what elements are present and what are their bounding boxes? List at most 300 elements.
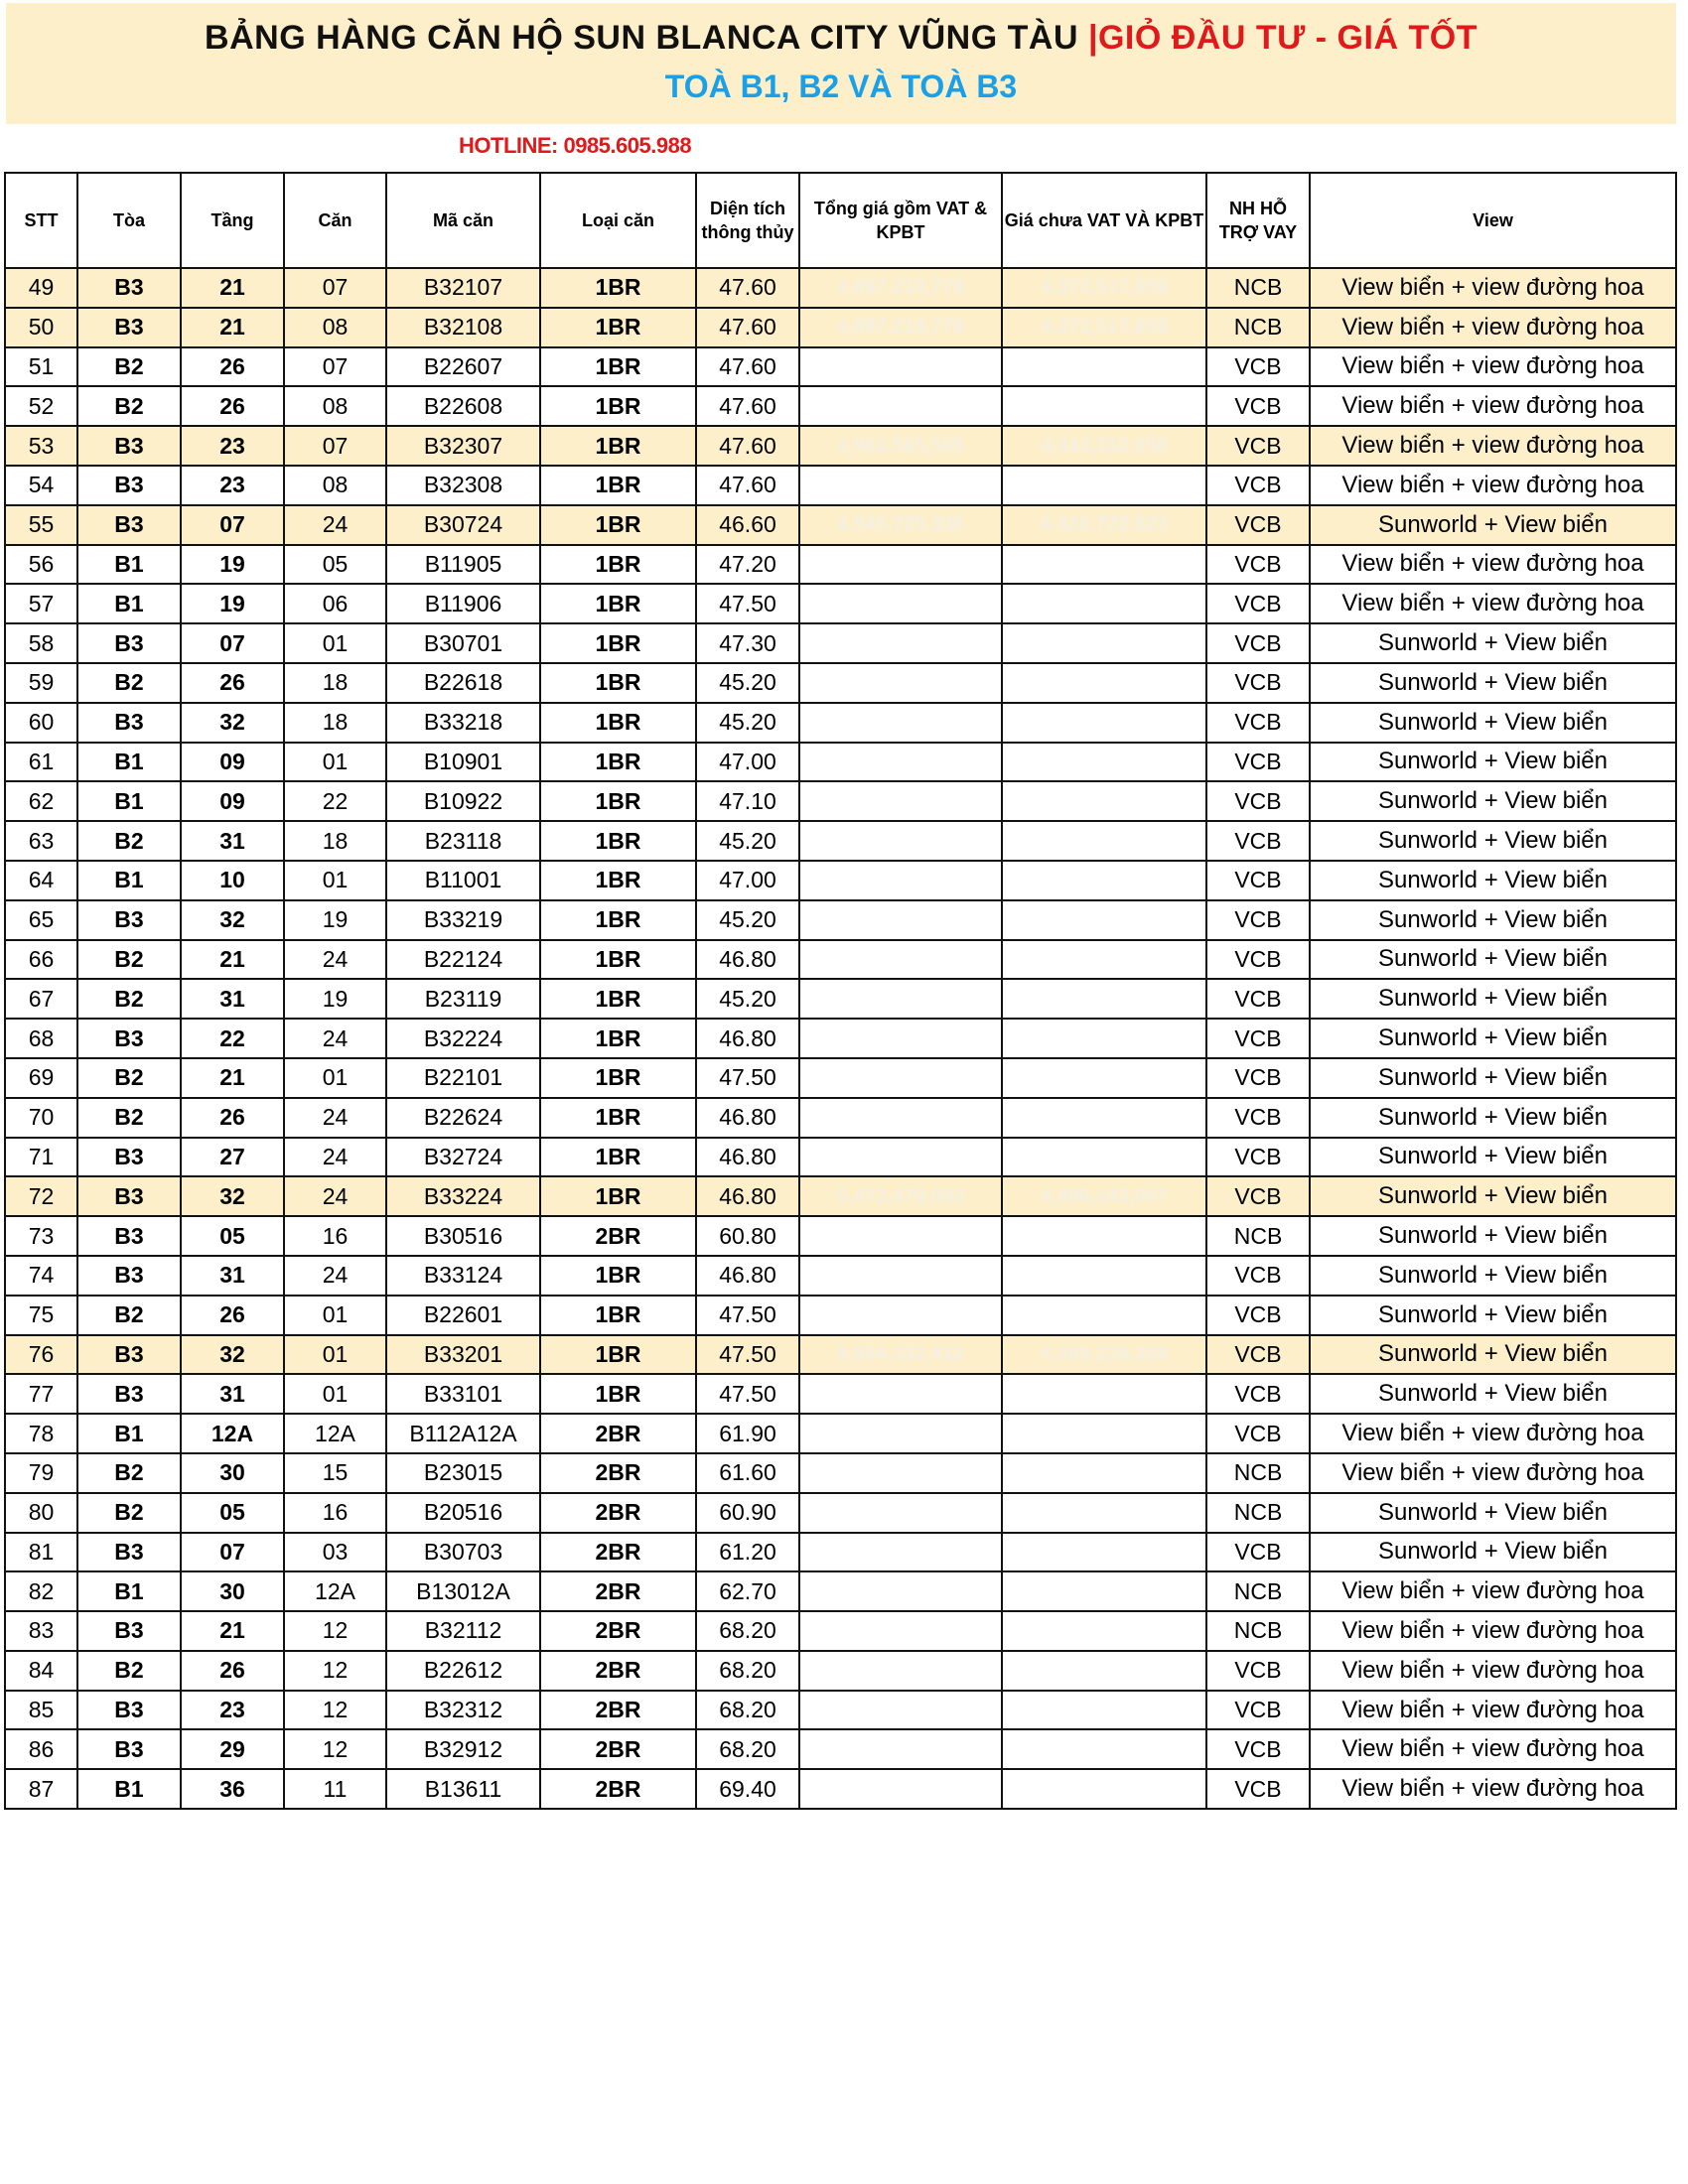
- view-cell: Sunworld + View biển: [1310, 1216, 1676, 1256]
- dien-tich-cell: 45.20: [696, 821, 799, 861]
- gia-chua-vat-cell: [1002, 861, 1206, 900]
- ma-can-cell: B32307: [386, 426, 540, 466]
- tang-cell: 05: [181, 1216, 284, 1256]
- stt-cell: 68: [5, 1019, 77, 1058]
- gia-chua-vat-cell: [1002, 1691, 1206, 1730]
- tang-cell: 21: [181, 1058, 284, 1098]
- tang-cell: 23: [181, 426, 284, 466]
- stt-cell: 59: [5, 663, 77, 703]
- view-cell: Sunworld + View biển: [1310, 940, 1676, 980]
- stt-cell: 53: [5, 426, 77, 466]
- can-cell: 01: [284, 861, 386, 900]
- gia-chua-vat-cell: [1002, 347, 1206, 387]
- tang-cell: 36: [181, 1769, 284, 1809]
- view-cell: View biển + view đường hoa: [1310, 1453, 1676, 1493]
- ngan-hang-cell: VCB: [1206, 1651, 1310, 1691]
- tang-cell: 09: [181, 781, 284, 821]
- toa-cell: B3: [77, 623, 181, 663]
- toa-cell: B2: [77, 1493, 181, 1533]
- stt-cell: 71: [5, 1138, 77, 1177]
- table-row: [5, 1493, 1676, 1533]
- loai-can-cell: 1BR: [540, 308, 696, 347]
- tong-gia-cell: [799, 1216, 1002, 1256]
- table-row: [5, 1611, 1676, 1651]
- tang-cell: 12A: [181, 1414, 284, 1453]
- ngan-hang-cell: VCB: [1206, 1335, 1310, 1375]
- dien-tich-cell: 46.80: [696, 1256, 799, 1296]
- tang-cell: 30: [181, 1571, 284, 1611]
- ma-can-cell: B32724: [386, 1138, 540, 1177]
- tong-gia-cell: [799, 1651, 1002, 1691]
- toa-cell: B2: [77, 1651, 181, 1691]
- dien-tich-cell: 47.30: [696, 623, 799, 663]
- gia-chua-vat-cell: 4,886,142,047: [1002, 1176, 1206, 1216]
- column-header-ma-can: Mã căn: [386, 173, 540, 268]
- can-cell: 01: [284, 1374, 386, 1414]
- loai-can-cell: 1BR: [540, 1374, 696, 1414]
- tong-gia-cell: [799, 347, 1002, 387]
- loai-can-cell: 1BR: [540, 940, 696, 980]
- tong-gia-cell: [799, 1414, 1002, 1453]
- stt-cell: 55: [5, 505, 77, 545]
- ngan-hang-cell: VCB: [1206, 1691, 1310, 1730]
- toa-cell: B3: [77, 466, 181, 505]
- view-cell: Sunworld + View biển: [1310, 861, 1676, 900]
- loai-can-cell: 1BR: [540, 979, 696, 1019]
- table-row: [5, 1769, 1676, 1809]
- can-cell: 12A: [284, 1571, 386, 1611]
- can-cell: 06: [284, 584, 386, 623]
- tang-cell: 31: [181, 979, 284, 1019]
- table-row: [5, 1414, 1676, 1453]
- table-row: [5, 1256, 1676, 1296]
- loai-can-cell: 1BR: [540, 1098, 696, 1138]
- toa-cell: B1: [77, 861, 181, 900]
- gia-chua-vat-cell: [1002, 1296, 1206, 1335]
- loai-can-cell: 1BR: [540, 386, 696, 426]
- gia-chua-vat-cell: [1002, 781, 1206, 821]
- ngan-hang-cell: NCB: [1206, 308, 1310, 347]
- tang-cell: 09: [181, 743, 284, 782]
- dien-tich-cell: 47.50: [696, 1296, 799, 1335]
- can-cell: 19: [284, 979, 386, 1019]
- stt-cell: 83: [5, 1611, 77, 1651]
- toa-cell: B3: [77, 1533, 181, 1572]
- tong-gia-cell: [799, 1256, 1002, 1296]
- ma-can-cell: B10922: [386, 781, 540, 821]
- loai-can-cell: 2BR: [540, 1453, 696, 1493]
- can-cell: 01: [284, 1296, 386, 1335]
- view-cell: Sunworld + View biển: [1310, 900, 1676, 940]
- gia-chua-vat-cell: [1002, 1611, 1206, 1651]
- ma-can-cell: B32107: [386, 268, 540, 308]
- stt-cell: 76: [5, 1335, 77, 1375]
- table-row: [5, 900, 1676, 940]
- table-header-row: [5, 173, 1676, 268]
- toa-cell: B3: [77, 268, 181, 308]
- toa-cell: B3: [77, 426, 181, 466]
- ngan-hang-cell: VCB: [1206, 1769, 1310, 1809]
- stt-cell: 56: [5, 545, 77, 585]
- ma-can-cell: B30703: [386, 1533, 540, 1572]
- column-header-loai-can: Loại căn: [540, 173, 696, 268]
- stt-cell: 87: [5, 1769, 77, 1809]
- table-row: [5, 1098, 1676, 1138]
- ma-can-cell: B32308: [386, 466, 540, 505]
- view-cell: View biển + view đường hoa: [1310, 347, 1676, 387]
- ngan-hang-cell: VCB: [1206, 743, 1310, 782]
- view-cell: View biển + view đường hoa: [1310, 1769, 1676, 1809]
- ngan-hang-cell: VCB: [1206, 426, 1310, 466]
- tang-cell: 31: [181, 821, 284, 861]
- ngan-hang-cell: VCB: [1206, 1176, 1310, 1216]
- loai-can-cell: 1BR: [540, 545, 696, 585]
- stt-cell: 63: [5, 821, 77, 861]
- loai-can-cell: 1BR: [540, 900, 696, 940]
- table-row: [5, 1729, 1676, 1769]
- can-cell: 24: [284, 1176, 386, 1216]
- dien-tich-cell: 69.40: [696, 1769, 799, 1809]
- tong-gia-cell: 4,897,219,778: [799, 308, 1002, 347]
- tong-gia-cell: [799, 1138, 1002, 1177]
- view-cell: View biển + view đường hoa: [1310, 1691, 1676, 1730]
- dien-tich-cell: 68.20: [696, 1651, 799, 1691]
- gia-chua-vat-cell: [1002, 743, 1206, 782]
- tong-gia-cell: [799, 1493, 1002, 1533]
- tong-gia-cell: [799, 900, 1002, 940]
- ma-can-cell: B23118: [386, 821, 540, 861]
- tang-cell: 30: [181, 1453, 284, 1493]
- stt-cell: 50: [5, 308, 77, 347]
- gia-chua-vat-cell: [1002, 584, 1206, 623]
- table-row: [5, 1374, 1676, 1414]
- toa-cell: B2: [77, 940, 181, 980]
- ma-can-cell: B33201: [386, 1335, 540, 1375]
- can-cell: 12: [284, 1651, 386, 1691]
- tong-gia-cell: [799, 1098, 1002, 1138]
- ma-can-cell: B22612: [386, 1651, 540, 1691]
- can-cell: 15: [284, 1453, 386, 1493]
- view-cell: Sunworld + View biển: [1310, 1256, 1676, 1296]
- gia-chua-vat-cell: [1002, 1571, 1206, 1611]
- can-cell: 07: [284, 268, 386, 308]
- table-row: [5, 979, 1676, 1019]
- can-cell: 08: [284, 308, 386, 347]
- toa-cell: B2: [77, 821, 181, 861]
- loai-can-cell: 1BR: [540, 663, 696, 703]
- loai-can-cell: 1BR: [540, 781, 696, 821]
- tong-gia-cell: [799, 623, 1002, 663]
- dien-tich-cell: 68.20: [696, 1611, 799, 1651]
- loai-can-cell: 1BR: [540, 466, 696, 505]
- tang-cell: 21: [181, 1611, 284, 1651]
- view-cell: View biển + view đường hoa: [1310, 466, 1676, 505]
- tang-cell: 26: [181, 663, 284, 703]
- loai-can-cell: 1BR: [540, 268, 696, 308]
- tong-gia-cell: [799, 1611, 1002, 1651]
- stt-cell: 80: [5, 1493, 77, 1533]
- table-row: [5, 743, 1676, 782]
- ma-can-cell: B32912: [386, 1729, 540, 1769]
- table-row: [5, 584, 1676, 623]
- view-cell: Sunworld + View biển: [1310, 743, 1676, 782]
- view-cell: Sunworld + View biển: [1310, 1058, 1676, 1098]
- gia-chua-vat-cell: [1002, 386, 1206, 426]
- ngan-hang-cell: VCB: [1206, 1019, 1310, 1058]
- toa-cell: B3: [77, 308, 181, 347]
- toa-cell: B2: [77, 1098, 181, 1138]
- tong-gia-cell: [799, 1729, 1002, 1769]
- table-row: [5, 1453, 1676, 1493]
- page-subtitle: TOÀ B1, B2 VÀ TOÀ B3: [664, 68, 1018, 104]
- toa-cell: B1: [77, 545, 181, 585]
- dien-tich-cell: 46.80: [696, 1019, 799, 1058]
- toa-cell: B1: [77, 1769, 181, 1809]
- dien-tich-cell: 45.20: [696, 900, 799, 940]
- can-cell: 18: [284, 663, 386, 703]
- ma-can-cell: B13012A: [386, 1571, 540, 1611]
- ngan-hang-cell: NCB: [1206, 1216, 1310, 1256]
- ma-can-cell: B23015: [386, 1453, 540, 1493]
- gia-chua-vat-cell: [1002, 466, 1206, 505]
- column-header-tong-gia: Tổng giá gồm VAT & KPBT: [799, 173, 1002, 268]
- toa-cell: B3: [77, 1691, 181, 1730]
- gia-chua-vat-cell: [1002, 979, 1206, 1019]
- tong-gia-cell: [799, 386, 1002, 426]
- view-cell: Sunworld + View biển: [1310, 781, 1676, 821]
- ngan-hang-cell: VCB: [1206, 1058, 1310, 1098]
- tong-gia-cell: [799, 1453, 1002, 1493]
- tong-gia-cell: [799, 1691, 1002, 1730]
- tong-gia-cell: 4,961,565,505: [799, 426, 1002, 466]
- loai-can-cell: 1BR: [540, 1138, 696, 1177]
- loai-can-cell: 1BR: [540, 1176, 696, 1216]
- table-row: [5, 781, 1676, 821]
- table-row: [5, 505, 1676, 545]
- stt-cell: 61: [5, 743, 77, 782]
- ngan-hang-cell: VCB: [1206, 545, 1310, 585]
- loai-can-cell: 1BR: [540, 1296, 696, 1335]
- ma-can-cell: B10901: [386, 743, 540, 782]
- loai-can-cell: 1BR: [540, 426, 696, 466]
- dien-tich-cell: 47.50: [696, 1374, 799, 1414]
- table-row: [5, 623, 1676, 663]
- ngan-hang-cell: VCB: [1206, 1729, 1310, 1769]
- loai-can-cell: 1BR: [540, 505, 696, 545]
- apartment-table: [4, 172, 1677, 1810]
- ngan-hang-cell: NCB: [1206, 1493, 1310, 1533]
- ma-can-cell: B32224: [386, 1019, 540, 1058]
- loai-can-cell: 2BR: [540, 1769, 696, 1809]
- tang-cell: 32: [181, 1335, 284, 1375]
- tong-gia-cell: [799, 663, 1002, 703]
- gia-chua-vat-cell: 4,372,517,659: [1002, 268, 1206, 308]
- tang-cell: 05: [181, 1493, 284, 1533]
- ngan-hang-cell: VCB: [1206, 663, 1310, 703]
- ngan-hang-cell: VCB: [1206, 979, 1310, 1019]
- loai-can-cell: 1BR: [540, 821, 696, 861]
- table-row: [5, 1335, 1676, 1375]
- dien-tich-cell: 47.50: [696, 1335, 799, 1375]
- gia-chua-vat-cell: 4,372,517,659: [1002, 308, 1206, 347]
- tong-gia-cell: [799, 1296, 1002, 1335]
- ngan-hang-cell: VCB: [1206, 1138, 1310, 1177]
- tang-cell: 26: [181, 386, 284, 426]
- table-row: [5, 1216, 1676, 1256]
- view-cell: Sunworld + View biển: [1310, 1335, 1676, 1375]
- ma-can-cell: B22624: [386, 1098, 540, 1138]
- tang-cell: 31: [181, 1256, 284, 1296]
- can-cell: 08: [284, 386, 386, 426]
- toa-cell: B3: [77, 900, 181, 940]
- can-cell: 24: [284, 1098, 386, 1138]
- gia-chua-vat-cell: [1002, 545, 1206, 585]
- toa-cell: B3: [77, 1729, 181, 1769]
- table-row: [5, 703, 1676, 743]
- gia-chua-vat-cell: [1002, 821, 1206, 861]
- toa-cell: B3: [77, 1335, 181, 1375]
- view-cell: Sunworld + View biển: [1310, 703, 1676, 743]
- view-cell: Sunworld + View biển: [1310, 1374, 1676, 1414]
- stt-cell: 81: [5, 1533, 77, 1572]
- table-row: [5, 1533, 1676, 1572]
- toa-cell: B3: [77, 1256, 181, 1296]
- tang-cell: 21: [181, 308, 284, 347]
- table-row: [5, 268, 1676, 308]
- tong-gia-cell: [799, 1571, 1002, 1611]
- gia-chua-vat-cell: [1002, 1019, 1206, 1058]
- ngan-hang-cell: NCB: [1206, 268, 1310, 308]
- table-row: [5, 1651, 1676, 1691]
- dien-tich-cell: 46.80: [696, 1098, 799, 1138]
- column-header-view: View: [1310, 173, 1676, 268]
- tong-gia-cell: 4,946,729,336: [799, 505, 1002, 545]
- loai-can-cell: 1BR: [540, 1335, 696, 1375]
- tang-cell: 32: [181, 703, 284, 743]
- ma-can-cell: B22124: [386, 940, 540, 980]
- stt-cell: 54: [5, 466, 77, 505]
- toa-cell: B3: [77, 505, 181, 545]
- stt-cell: 70: [5, 1098, 77, 1138]
- loai-can-cell: 2BR: [540, 1651, 696, 1691]
- gia-chua-vat-cell: [1002, 1058, 1206, 1098]
- column-header-can: Căn: [284, 173, 386, 268]
- gia-chua-vat-cell: 4,959,225,368: [1002, 1335, 1206, 1375]
- ma-can-cell: B33101: [386, 1374, 540, 1414]
- stt-cell: 62: [5, 781, 77, 821]
- tong-gia-cell: [799, 940, 1002, 980]
- tang-cell: 26: [181, 347, 284, 387]
- gia-chua-vat-cell: [1002, 663, 1206, 703]
- dien-tich-cell: 68.20: [696, 1729, 799, 1769]
- view-cell: View biển + view đường hoa: [1310, 584, 1676, 623]
- gia-chua-vat-cell: [1002, 1374, 1206, 1414]
- tong-gia-cell: [799, 979, 1002, 1019]
- dien-tich-cell: 47.10: [696, 781, 799, 821]
- tong-gia-cell: [799, 584, 1002, 623]
- dien-tich-cell: 45.20: [696, 979, 799, 1019]
- view-cell: View biển + view đường hoa: [1310, 1729, 1676, 1769]
- ngan-hang-cell: VCB: [1206, 1296, 1310, 1335]
- can-cell: 18: [284, 821, 386, 861]
- view-cell: Sunworld + View biển: [1310, 505, 1676, 545]
- gia-chua-vat-cell: [1002, 1493, 1206, 1533]
- toa-cell: B1: [77, 1414, 181, 1453]
- table-row: [5, 466, 1676, 505]
- ma-can-cell: B33224: [386, 1176, 540, 1216]
- dien-tich-cell: 47.60: [696, 386, 799, 426]
- table-row: [5, 663, 1676, 703]
- tang-cell: 27: [181, 1138, 284, 1177]
- table-row: [5, 1296, 1676, 1335]
- can-cell: 01: [284, 1058, 386, 1098]
- view-cell: Sunworld + View biển: [1310, 1296, 1676, 1335]
- ngan-hang-cell: NCB: [1206, 1571, 1310, 1611]
- ma-can-cell: B30701: [386, 623, 540, 663]
- tang-cell: 07: [181, 623, 284, 663]
- title-accent: |GIỎ ĐẦU TƯ - GIÁ TỐT: [1087, 19, 1477, 57]
- column-header-gia-chua-vat: Giá chưa VAT VÀ KPBT: [1002, 173, 1206, 268]
- can-cell: 24: [284, 1019, 386, 1058]
- can-cell: 18: [284, 703, 386, 743]
- tong-gia-cell: [799, 1533, 1002, 1572]
- ma-can-cell: B32312: [386, 1691, 540, 1730]
- stt-cell: 84: [5, 1651, 77, 1691]
- tong-gia-cell: [799, 1058, 1002, 1098]
- ma-can-cell: B11001: [386, 861, 540, 900]
- table-row: [5, 347, 1676, 387]
- ma-can-cell: B22101: [386, 1058, 540, 1098]
- stt-cell: 67: [5, 979, 77, 1019]
- toa-cell: B2: [77, 1453, 181, 1493]
- tang-cell: 23: [181, 1691, 284, 1730]
- can-cell: 16: [284, 1216, 386, 1256]
- tong-gia-cell: [799, 1019, 1002, 1058]
- can-cell: 24: [284, 505, 386, 545]
- loai-can-cell: 2BR: [540, 1216, 696, 1256]
- loai-can-cell: 2BR: [540, 1533, 696, 1572]
- view-cell: View biển + view đường hoa: [1310, 426, 1676, 466]
- ngan-hang-cell: VCB: [1206, 347, 1310, 387]
- toa-cell: B2: [77, 979, 181, 1019]
- dien-tich-cell: 47.00: [696, 861, 799, 900]
- can-cell: 12: [284, 1691, 386, 1730]
- stt-cell: 69: [5, 1058, 77, 1098]
- ma-can-cell: B112A12A: [386, 1414, 540, 1453]
- stt-cell: 66: [5, 940, 77, 980]
- can-cell: 16: [284, 1493, 386, 1533]
- ngan-hang-cell: VCB: [1206, 505, 1310, 545]
- gia-chua-vat-cell: [1002, 900, 1206, 940]
- gia-chua-vat-cell: [1002, 1216, 1206, 1256]
- tang-cell: 32: [181, 1176, 284, 1216]
- ma-can-cell: B11906: [386, 584, 540, 623]
- loai-can-cell: 1BR: [540, 347, 696, 387]
- view-cell: View biển + view đường hoa: [1310, 1611, 1676, 1651]
- dien-tich-cell: 47.60: [696, 268, 799, 308]
- can-cell: 07: [284, 426, 386, 466]
- view-cell: Sunworld + View biển: [1310, 1493, 1676, 1533]
- loai-can-cell: 2BR: [540, 1691, 696, 1730]
- toa-cell: B2: [77, 1296, 181, 1335]
- ngan-hang-cell: VCB: [1206, 703, 1310, 743]
- gia-chua-vat-cell: 4,416,722,623: [1002, 505, 1206, 545]
- loai-can-cell: 1BR: [540, 861, 696, 900]
- ngan-hang-cell: VCB: [1206, 386, 1310, 426]
- stt-cell: 65: [5, 900, 77, 940]
- ngan-hang-cell: VCB: [1206, 940, 1310, 980]
- can-cell: 12: [284, 1729, 386, 1769]
